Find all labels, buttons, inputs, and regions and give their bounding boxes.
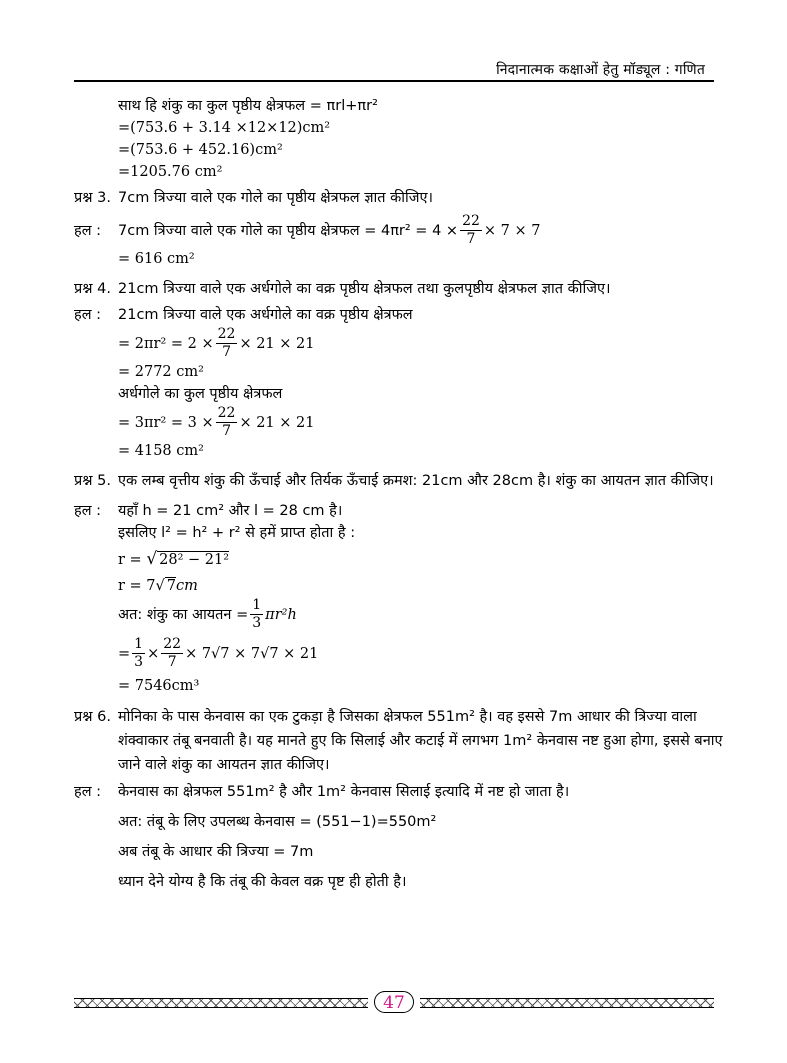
calc-prefix: = 3πr² = 3 ×: [118, 414, 214, 431]
fraction-denominator: 3: [252, 615, 262, 631]
question-4: [74, 278, 724, 300]
header-rule: [74, 80, 714, 82]
fraction-denominator: 3: [134, 654, 144, 670]
solution-label: हल :: [74, 222, 102, 239]
calc-line: =(753.6 + 452.16)cm²: [118, 142, 283, 158]
page-number: 47: [374, 991, 414, 1013]
calc-line: r = √ 28² − 21²: [118, 549, 230, 569]
solution-text: केनवास का क्षेत्रफल 551m² है और 1m² केनवास सिलाई इत्यादि में नष्ट हो जाता है।: [118, 784, 570, 800]
page-header-title: निदानात्मक कक्षाओं हेतु मॉड्यूल : गणित: [496, 62, 705, 78]
calc-prefix: अत: शंकु का आयतन =: [118, 606, 249, 623]
unit: cm: [176, 578, 198, 594]
calc-line: r = 7√ 7cm: [118, 578, 198, 594]
calc-line: [74, 597, 724, 632]
calc-line: अत: तंबू के लिए उपलब्ध केनवास = (551−1)=550m²: [118, 814, 437, 830]
calc-prefix: =: [118, 645, 131, 662]
result-line: = 616 cm²: [118, 251, 195, 267]
calc-line: इसलिए l² = h² + r² से हमें प्राप्त होता है :: [118, 525, 356, 541]
calc-line: = $\frac{1}{3}$ × $\frac{22}{7}$ × 7√7 × 7√7 × 21: [118, 636, 319, 670]
fraction-denominator: 7: [167, 654, 177, 670]
calc-line: =(753.6 + 3.14 ×12×12)cm²: [118, 120, 331, 136]
decorative-border: [420, 998, 714, 1008]
calc-line: अब तंबू के आधार की त्रिज्या = 7m: [118, 844, 314, 860]
fraction-numerator: 1: [134, 636, 144, 652]
calc-prefix: = 2πr² = 2 ×: [118, 335, 214, 352]
fraction: [460, 213, 482, 248]
calc-tail: × 21 × 21: [239, 414, 315, 431]
calc-prefix: r = 7: [118, 578, 156, 594]
solution-text: 21cm त्रिज्या वाले एक अर्धगोले का वक्र पृष्ठीय क्षेत्रफल: [118, 307, 413, 323]
fraction: [216, 405, 238, 440]
calc-line: [74, 405, 724, 440]
solution-text: 7cm त्रिज्या वाले एक गोले का पृष्ठीय क्षेत्रफल = 4πr² = 4 ×: [118, 222, 459, 239]
question-6: [74, 705, 724, 777]
calc-tail: × 21 × 21: [239, 335, 315, 352]
calc-tail: × 7√7 × 7√7 × 21: [185, 645, 319, 662]
question-text: 7cm त्रिज्या वाले एक गोले का पृष्ठीय क्षेत्रफल ज्ञात कीजिए।: [118, 190, 434, 206]
question-label: प्रश्न 6.: [74, 709, 111, 725]
calc-line: =1205.76 cm²: [118, 164, 223, 180]
solution-3: [74, 213, 724, 248]
fraction-numerator: 1: [252, 597, 262, 613]
sqrt-radicand: 28² − 21²: [159, 552, 230, 568]
fraction: [250, 597, 263, 632]
fraction-denominator: 7: [222, 344, 231, 360]
calc-tail: πr²h: [265, 606, 297, 623]
result-line: = 2772 cm²: [118, 364, 204, 380]
calc-heading: अर्धगोले का कुल पृष्ठीय क्षेत्रफल: [118, 386, 283, 402]
solution-text: यहाँ h = 21 cm² और l = 28 cm है।: [118, 503, 343, 519]
solution-label: हल :: [74, 784, 102, 800]
question-5: [74, 470, 724, 492]
solution-5: [74, 500, 724, 522]
fraction: [216, 326, 238, 361]
question-text: 21cm त्रिज्या वाले एक अर्धगोले का वक्र पृष्ठीय क्षेत्रफल तथा कुलपृष्ठीय क्षेत्रफल ज्ञात कीजिए।: [118, 281, 611, 297]
fraction-numerator: 22: [163, 636, 182, 652]
solution-label: हल :: [74, 503, 102, 519]
result-line: = 4158 cm²: [118, 443, 204, 459]
question-label: प्रश्न 5.: [74, 473, 111, 489]
question-3: [74, 187, 724, 209]
decorative-border: [74, 998, 368, 1008]
question-text: मोनिका के पास केनवास का एक टुकड़ा है जिसका क्षेत्रफल 551m² है। वह इससे 7m आधार की त्रिज्या वाला शंक्वाकार तंबू बनवाती है। यह मानते हुए कि सिलाई और कटाई में लगभग 1m² केनवास नष्ट हुआ होगा, इससे बनाए जाने वाले शंकु का आयतन ज्ञात कीजिए।: [118, 709, 723, 773]
surface-area-line: साथ हि शंकु का कुल पृष्ठीय क्षेत्रफल = πrl+πr²: [118, 98, 378, 114]
solution-4: [74, 304, 724, 326]
result-line: = 7546cm³: [118, 678, 200, 694]
fraction: [161, 636, 183, 671]
question-text: एक लम्ब वृत्तीय शंकु की ऊँचाई और तिर्यक ऊँचाई क्रमश: 21cm और 28cm है। शंकु का आयतन ज्ञात कीजिए।: [118, 473, 714, 489]
fraction-denominator: 7: [222, 423, 231, 439]
page-content: [74, 95, 724, 893]
fraction-numerator: 22: [462, 213, 480, 229]
solution-tail: × 7 × 7: [483, 222, 541, 239]
question-label: प्रश्न 3.: [74, 190, 111, 206]
page-footer: [74, 991, 714, 1013]
fraction-numerator: 22: [217, 326, 236, 342]
calc-prefix: r =: [118, 552, 147, 568]
solution-6: [74, 781, 724, 803]
question-label: प्रश्न 4.: [74, 281, 111, 297]
solution-label: हल :: [74, 307, 102, 323]
sqrt-radicand: 7: [166, 578, 177, 594]
fraction-numerator: 22: [217, 405, 236, 421]
fraction: [132, 636, 145, 671]
fraction-denominator: 7: [466, 231, 476, 247]
calc-line: ध्यान देने योग्य है कि तंबू की केवल वक्र पृष्ट ही होती है।: [118, 874, 407, 890]
calc-line: [74, 326, 724, 361]
